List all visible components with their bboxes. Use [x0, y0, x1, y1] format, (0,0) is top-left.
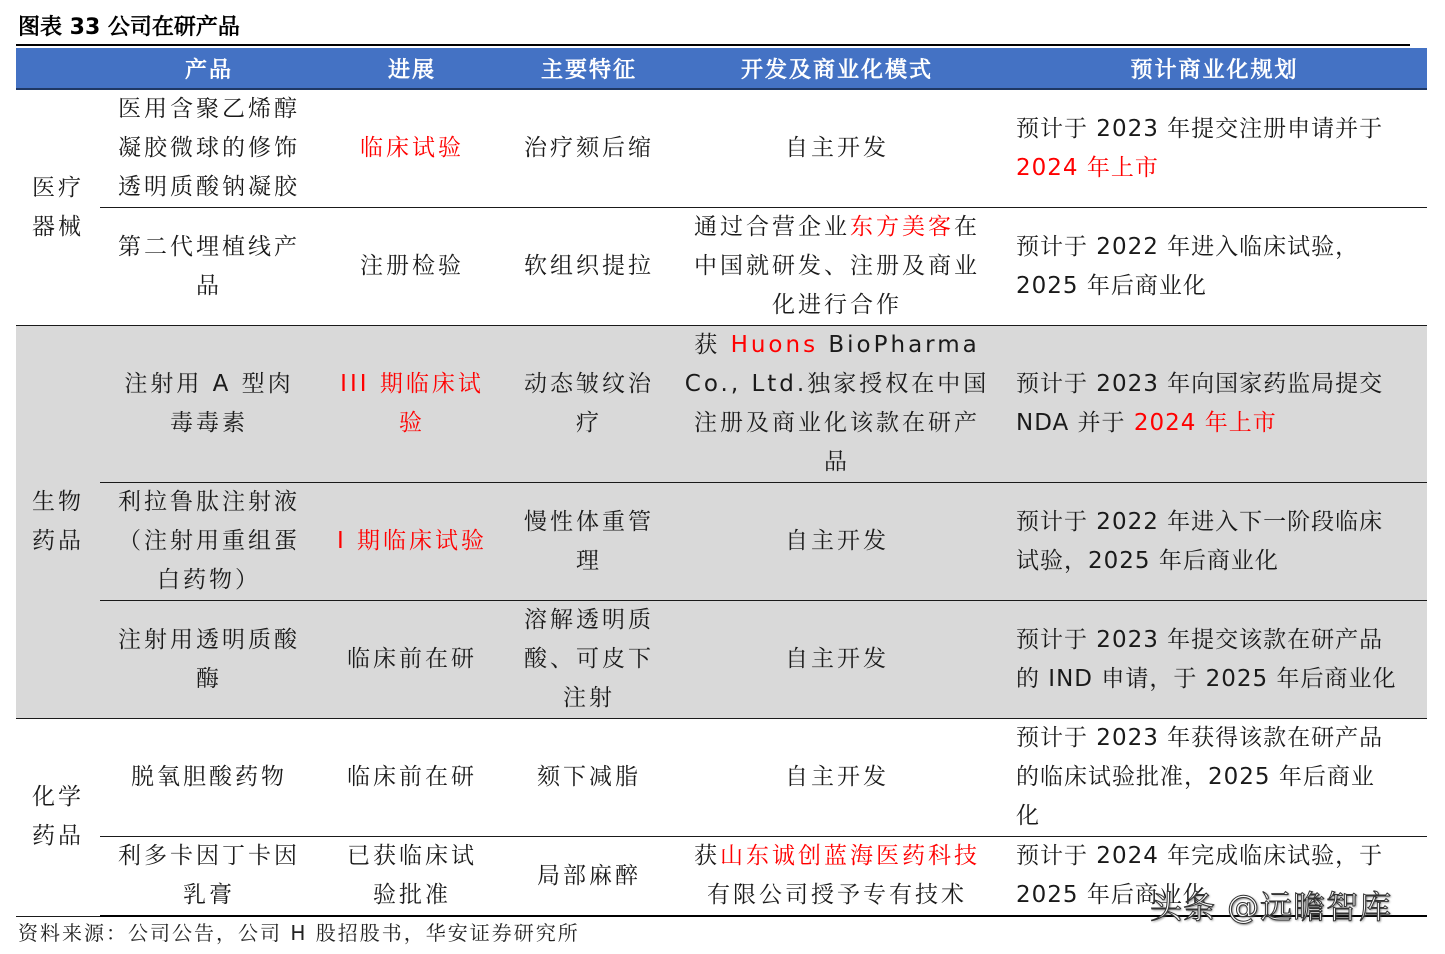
partner-highlight: 东方美客 [850, 214, 954, 240]
partner-highlight: Huons [730, 332, 819, 358]
plan-cell [1002, 326, 1427, 483]
figure-title: 图表 33 公司在研产品 [18, 15, 240, 40]
mode-cell [672, 208, 1002, 326]
progress-cell: 已获临床试 验批准 [318, 837, 506, 917]
plan-cell: 预计于 2024 年完成临床试验，于 2025 年后商业化 [1002, 837, 1427, 917]
category-cell: 生物 药品 [16, 326, 100, 719]
plan-cell [1002, 89, 1427, 208]
feature-cell: 颏下减脂 [506, 719, 672, 837]
feature-cell: 慢性体重管 理 [506, 483, 672, 601]
feature-cell: 软组织提拉 [506, 208, 672, 326]
plan-text: 预计于 2023 年提交注册申请并于 [1016, 115, 1384, 142]
mode-text-tail: 有限公司授予专有技术 [707, 882, 967, 908]
table-row [16, 483, 1427, 601]
mode-cell: 自主开发 [672, 601, 1002, 719]
progress-cell: 临床前在研 [318, 719, 506, 837]
plan-text: 预计于 2023 年向国家药监局提交 NDA 并于 [1016, 371, 1384, 436]
product-pipeline-table [16, 48, 1427, 917]
feature-cell: 动态皱纹治 疗 [506, 326, 672, 483]
mode-cell: 自主开发 [672, 89, 1002, 208]
partner-highlight: 山东诚创蓝海医药科技 [720, 843, 980, 869]
product-cell: 注射用透明质酸 酶 [100, 601, 318, 719]
plan-highlight: 2024 年上市 [1016, 154, 1159, 181]
mode-cell [672, 326, 1002, 483]
header-product: 产品 [100, 48, 318, 89]
mode-text: 通过合营企业 [694, 214, 850, 240]
mode-text-tail: 在 中国就研发、注册及商业 化进行合作 [694, 214, 980, 318]
header-category [16, 48, 100, 89]
progress-cell: 临床试验 [318, 89, 506, 208]
category-cell: 医疗 器械 [16, 89, 100, 326]
mode-cell: 自主开发 [672, 719, 1002, 837]
mode-text-tail: BioPharma Co., Ltd.独家授权在中国 注册及商业化该款在研产 品 [684, 332, 990, 475]
product-cell: 注射用 A 型肉 毒毒素 [100, 326, 318, 483]
feature-cell: 溶解透明质 酸、可皮下 注射 [506, 601, 672, 719]
mode-cell: 自主开发 [672, 483, 1002, 601]
table-row [16, 719, 1427, 837]
plan-cell: 预计于 2023 年获得该款在研产品 的临床试验批准，2025 年后商业 化 [1002, 719, 1427, 837]
product-cell: 第二代埋植线产 品 [100, 208, 318, 326]
plan-cell: 预计于 2022 年进入临床试验， 2025 年后商业化 [1002, 208, 1427, 326]
title-divider [16, 44, 1410, 46]
table-row [16, 601, 1427, 719]
plan-cell: 预计于 2022 年进入下一阶段临床 试验，2025 年后商业化 [1002, 483, 1427, 601]
feature-cell: 治疗颏后缩 [506, 89, 672, 208]
product-cell: 医用含聚乙烯醇 凝胶微球的修饰 透明质酸钠凝胶 [100, 89, 318, 208]
product-cell: 利多卡因丁卡因 乳膏 [100, 837, 318, 917]
category-cell: 化学 药品 [16, 719, 100, 917]
mode-text: 获 [694, 332, 731, 358]
header-mode: 开发及商业化模式 [672, 48, 1002, 89]
progress-cell: 注册检验 [318, 208, 506, 326]
mode-cell [672, 837, 1002, 917]
plan-cell: 预计于 2023 年提交该款在研产品 的 IND 申请，于 2025 年后商业化 [1002, 601, 1427, 719]
mode-text: 获 [694, 843, 720, 869]
table-row [16, 326, 1427, 483]
source-note: 资料来源：公司公告，公司 H 股招股书，华安证券研究所 [18, 921, 580, 945]
header-progress: 进展 [318, 48, 506, 89]
progress-cell: I 期临床试验 [318, 483, 506, 601]
product-cell: 利拉鲁肽注射液 （注射用重组蛋 白药物） [100, 483, 318, 601]
plan-highlight: 2024 年上市 [1133, 410, 1277, 436]
table-row [16, 89, 1427, 208]
progress-cell: III 期临床试 验 [318, 326, 506, 483]
header-plan: 预计商业化规划 [1002, 48, 1427, 89]
feature-cell: 局部麻醉 [506, 837, 672, 917]
product-cell: 脱氧胆酸药物 [100, 719, 318, 837]
watermark: 头条 @远瞻智库 [1150, 888, 1393, 926]
table-header-row [16, 48, 1427, 89]
progress-cell: 临床前在研 [318, 601, 506, 719]
header-feature: 主要特征 [506, 48, 672, 89]
table-row [16, 208, 1427, 326]
